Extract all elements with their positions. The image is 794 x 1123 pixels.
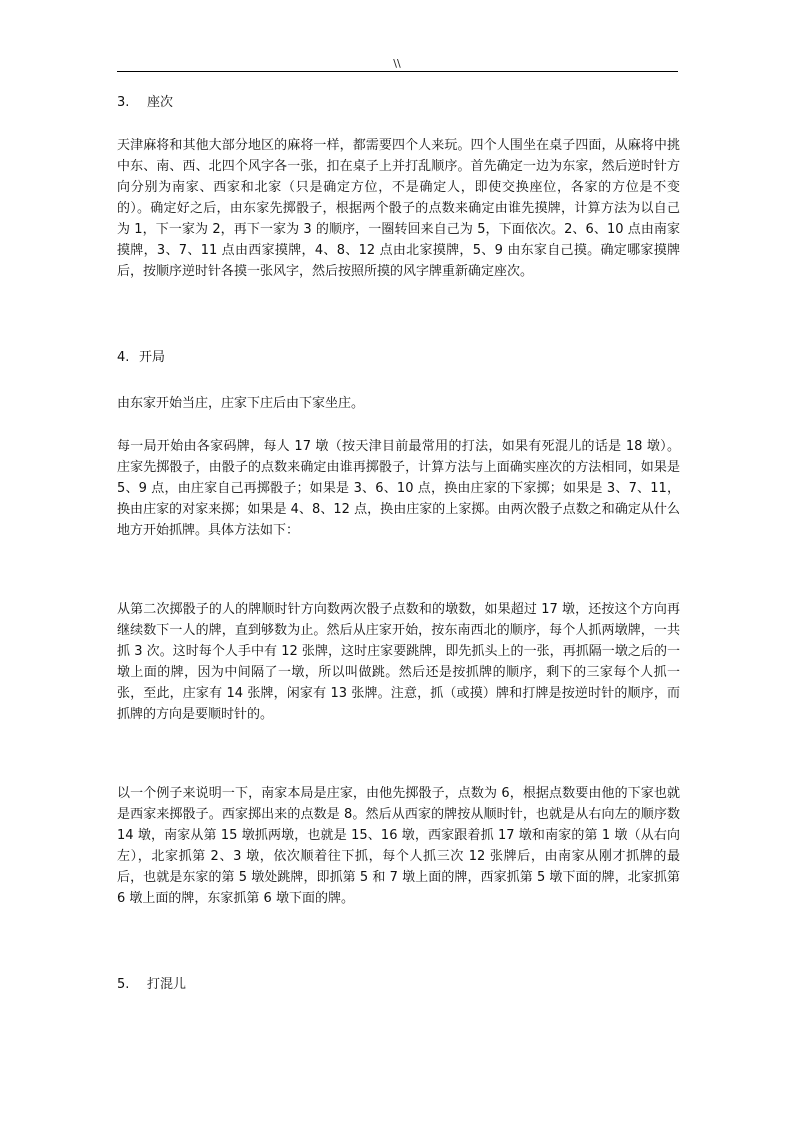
section-5-heading	[117, 974, 680, 995]
section-5-number: 5.	[117, 977, 130, 992]
section-3-paragraph-1: 天津麻将和其他大部分地区的麻将一样，都需要四个人来玩。四个人围坐在桌子四面，从麻将中挑中东、南、西、北四个风字各一张，扣在桌子上并打乱顺序。首先确定一边为东家，然后逆时针方向分别为南家、西家和北家（只是确定方位，不是确定人，即使交换座位，各家的方位是不变的）。确定好之后，由东家先掷骰子，根据两个骰子的点数来确定由谁先摸牌，计算方法为以自己为 1，下一家为 2，再下一家为 3 的顺序，一圈转回来自己为 5，下面依次。2、6、10 点由南家摸牌，3、7、11 点由西家摸牌，4、8、12 点由北家摸牌，5、9 由东家自己摸。确定哪家摸牌后，按顺序逆时针各摸一张风字，然后按照所摸的风字牌重新确定座次。	[117, 138, 680, 279]
section-3-title: 座次	[147, 95, 174, 110]
section-4-paragraph-2: 每一局开始由各家码牌，每人 17 墩（按天津目前最常用的打法，如果有死混儿的话是 18 墩）。庄家先掷骰子，由骰子的点数来确定由谁再掷骰子，计算方法与上面确实座次的方法相同，如果是 5、9 点，由庄家自己再掷骰子；如果是 3、6、10 点，换由庄家的下家掷；如果是 3、7、11，换由庄家的对家来掷；如果是 4、8、12 点，换由庄家的上家掷。由两次骰子点数之和确定从什么地方开始抓牌。具体方法如下：	[117, 439, 680, 538]
section-4-title: 开局	[139, 350, 166, 365]
document-body	[117, 92, 680, 995]
page-header-mark: \\	[393, 57, 401, 70]
section-4-paragraph-3: 从第二次掷骰子的人的牌顺时针方向数两次骰子点数和的墩数，如果超过 17 墩，还按这个方向再继续数下一人的牌，直到够数为止。然后从庄家开始，按东南西北的顺序，每个人抓两墩牌，一共抓 3 次。这时每个人手中有 12 张牌，这时庄家要跳牌，即先抓头上的一张，再抓隔一墩之后的一墩上面的牌，因为中间隔了一墩，所以叫做跳。然后还是按抓牌的顺序，剩下的三家每个人抓一张，至此，庄家有 14 张牌，闲家有 13 张牌。注意，抓（或摸）牌和打牌是按逆时针的顺序，而抓牌的方向是要顺时针的。	[117, 602, 680, 722]
section-4-paragraph-4: 以一个例子来说明一下，南家本局是庄家，由他先掷骰子，点数为 6，根据点数要由他的下家也就是西家来掷骰子。西家掷出来的点数是 8。然后从西家的牌按从顺时针，也就是从右向左的顺序数 14 墩，南家从第 15 墩抓两墩，也就是 15、16 墩，西家跟着抓 17 墩和南家的第 1 墩（从右向左），北家抓第 2、3 墩，依次顺着往下抓，每个人抓三次 12 张牌后，由南家从刚才抓牌的最后，也就是东家的第 5 墩处跳牌，即抓第 5 和 7 墩上面的牌，西家抓第 5 墩下面的牌，北家抓第 6 墩上面的牌，东家抓第 6 墩下面的牌。	[117, 786, 680, 906]
section-3-number: 3.	[117, 95, 130, 110]
section-4-heading	[117, 347, 680, 368]
header-rule	[117, 71, 678, 72]
section-4-paragraph-1: 由东家开始当庄，庄家下庄后由下家坐庄。	[117, 396, 365, 411]
section-3-heading	[117, 92, 680, 113]
section-5-title: 打混儿	[147, 977, 187, 992]
section-4-number: 4.	[117, 350, 130, 365]
